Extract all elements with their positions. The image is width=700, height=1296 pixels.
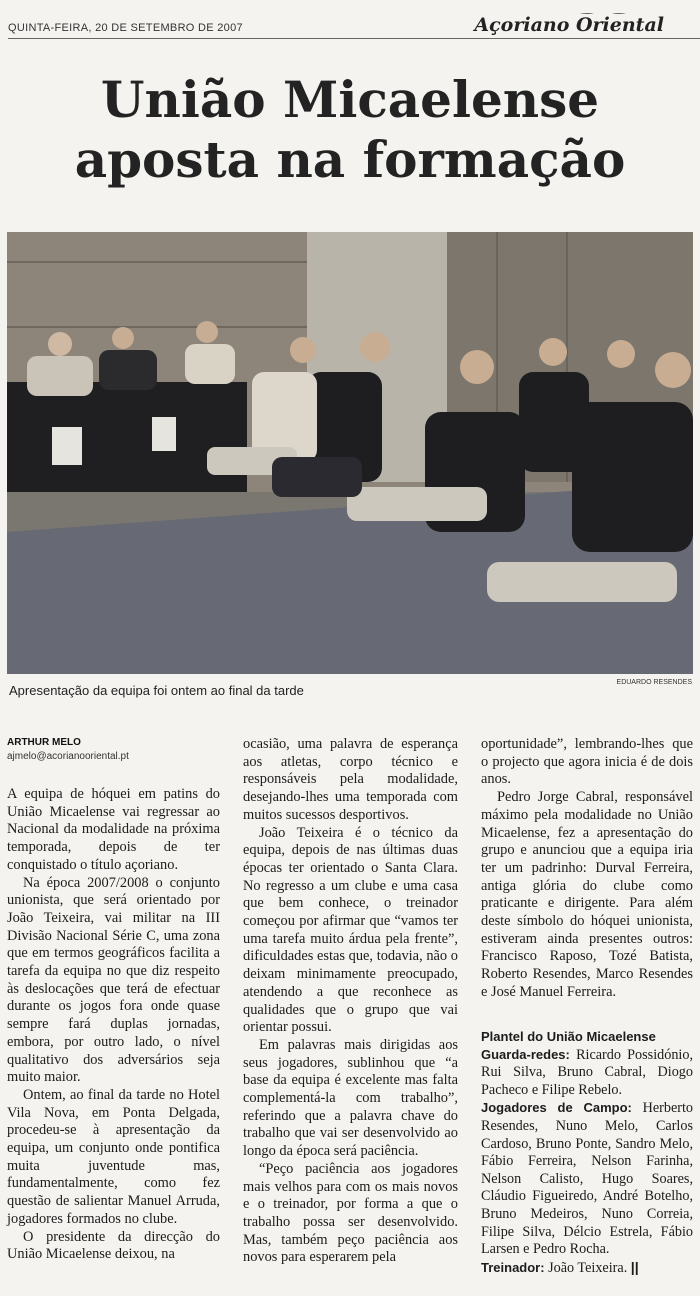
team-presentation-photo bbox=[7, 232, 693, 674]
paragraph: Ontem, ao final da tarde no Hotel Vila Nova, em Ponta Delgada, procedeu-se à apresentação da equipa, um conjunto onde pontifica muita juventude mas, fundamentalmente, como fez questão de salientar Manuel Arruda, jogadores formados no clube. bbox=[7, 1086, 220, 1227]
coach-label: Treinador: bbox=[481, 1259, 545, 1275]
header-rule bbox=[8, 38, 700, 39]
paragraph: João Teixeira é o técnico da equipa, depois de nas últimas duas épocas ter orientado o Santa Clara. No regresso a um clube e uma casa que bem conhece, o treinador começou por afirmar que “vamos ter uma tarefa muito árdua pela frente”, dificuldades estas que, todavia, não o deixam minimamente preocupado, atendendo a que reconhece as qualidades que o grupo que vai orientar possui. bbox=[243, 824, 458, 1036]
author-name: ARTHUR MELO bbox=[7, 737, 81, 748]
paragraph: ocasião, uma palavra de esperança aos atletas, corpo técnico e responsáveis pela modalidade, desejando-lhes uma temporada com muitos sucessos desportivos. bbox=[243, 736, 458, 823]
photo-caption: Apresentação da equipa foi ontem ao final da tarde bbox=[9, 683, 304, 698]
headline-line-1: União Micaelense bbox=[100, 70, 600, 129]
coach-name: João Teixeira. bbox=[548, 1259, 628, 1276]
paragraph: Na época 2007/2008 o conjunto unionista, que será orientado por João Teixeira, vai militar na III Divisão Nacional Série C, uma zona que em termos geográficos facilita a tarefa da equipa no que diz respeito às deslocações que terá de efectuar durante os jogos fora onde quase sempre fará duplas jornadas, embora, por outro lado, o nível qualitativo dos adversários seja muito maior. bbox=[7, 874, 220, 1086]
paragraph: Pedro Jorge Cabral, responsável máximo pela modalidade no União Micaelense, fez a apresentação do grupo e anunciou que a equipa iria ter um padrinho: Durval Ferreira, antiga glória do clube como praticante e dirigente. Para além deste símbolo do hóquei unionista, estiveram ainda presentes outros: Francisco Raposo, Tozé Batista, Roberto Resendes, Marco Resendes e José Manuel Ferreira. bbox=[481, 789, 693, 1000]
end-mark: || bbox=[630, 1259, 639, 1276]
newspaper-masthead: Açoriano Oriental bbox=[468, 14, 670, 36]
field-players-list: Herberto Resendes, Nuno Melo, Carlos Cardoso, Bruno Ponte, Sandro Melo, Fábio Ferreira, Nelson Farinha, Nelson Calisto, Hugo Soares, Cláudio Figueiredo, André Botelho, Bruno Medeiros, Nuno Correia, Filipe Silva, Délcio Estrela, Fábio Larsen e Pedro Rocha. bbox=[481, 1100, 693, 1258]
roster-box bbox=[481, 1028, 693, 1277]
photo-credit: EDUARDO RESENDES bbox=[616, 679, 692, 686]
roster-title: Plantel do União Micaelense bbox=[481, 1029, 656, 1044]
paragraph: A equipa de hóquei em patins do União Micaelense vai regressar ao Nacional da modalidade na próxima temporada, depois de ter conquistado o título açoriano. bbox=[7, 786, 220, 873]
paragraph: “Peço paciência aos jogadores mais velhos para com os mais novos e o treinador, por forma a que o trabalho possa ser desenvolvido. Mas, também peço paciência aos novos para esperarem pela bbox=[243, 1160, 458, 1266]
paragraph: O presidente da direcção do União Micaelense deixou, na bbox=[7, 1228, 220, 1263]
roster-goalkeepers bbox=[481, 1046, 693, 1100]
roster-field-players bbox=[481, 1099, 693, 1258]
headline-line-2: aposta na formação bbox=[74, 130, 626, 189]
article-headline bbox=[0, 70, 700, 190]
goalkeepers-label: Guarda-redes: bbox=[481, 1046, 570, 1062]
goalkeepers-list: Ricardo Possidónio, Rui Silva, Bruno Cabral, Diogo Pacheco e Filipe Rebelo. bbox=[481, 1046, 693, 1098]
roster-coach bbox=[481, 1259, 693, 1278]
article-column-1 bbox=[7, 786, 220, 1264]
author-email[interactable]: ajmelo@acorianooriental.pt bbox=[7, 751, 129, 762]
paragraph: Em palavras mais dirigidas aos seus jogadores, sublinhou que “a base da equipa é excelente mas falta complementá-la com trabalho”, referindo que a palavra chave do trabalho que vai ser desenvolvido ao longo da época será paciência. bbox=[243, 1036, 458, 1160]
field-players-label: Jogadores de Campo: bbox=[481, 1100, 632, 1116]
paragraph: oportunidade”, lembrando-lhes que o projecto que agora inicia é de dois anos. bbox=[481, 736, 693, 788]
article-column-2 bbox=[243, 736, 458, 1267]
page-header bbox=[0, 0, 700, 48]
issue-date: QUINTA-FEIRA, 20 DE SETEMBRO DE 2007 bbox=[8, 22, 243, 34]
article-column-3 bbox=[481, 736, 693, 1002]
